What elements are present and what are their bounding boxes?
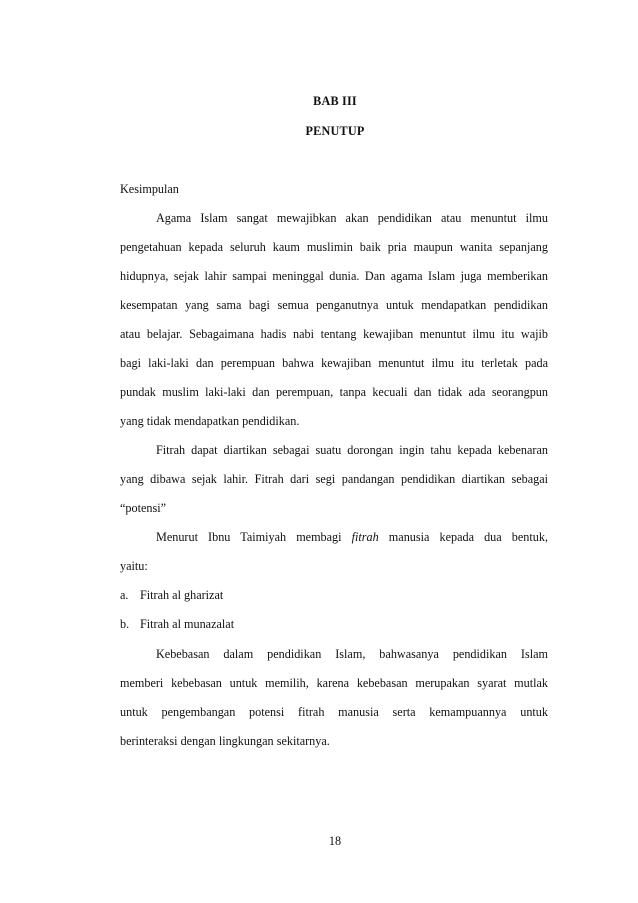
paragraph-line: Agama Islam sangat mewajibkan akan pendidikan atau menuntut ilmu xyxy=(156,211,548,225)
section-heading: Kesimpulan xyxy=(120,182,179,196)
paragraph-line: yaitu: xyxy=(120,559,148,573)
paragraph-line: “potensi” xyxy=(120,501,167,515)
paragraph-text: Menurut Ibnu Taimiyah membagi xyxy=(156,530,352,544)
chapter-number: BAB III xyxy=(313,94,357,108)
paragraph-line: bagi laki-laki dan perempuan bahwa kewajiban menuntut ilmu itu terletak pada xyxy=(120,356,548,370)
paragraph-line: Kebebasan dalam pendidikan Islam, bahwasanya pendidikan Islam xyxy=(156,647,548,661)
paragraph-line: pengetahuan kepada seluruh kaum muslimin baik pria maupun wanita sepanjang xyxy=(120,240,548,254)
paragraph-line: untuk pengembangan potensi fitrah manusia serta kemampuannya untuk xyxy=(120,705,548,719)
list-item-text: Fitrah al munazalat xyxy=(140,617,235,631)
paragraph-line: atau belajar. Sebagaimana hadis nabi tentang kewajiban menuntut ilmu itu wajib xyxy=(120,327,548,341)
list-marker: a. xyxy=(120,588,129,602)
paragraph-line: berinteraksi dengan lingkungan sekitarnya. xyxy=(120,734,330,748)
list-marker: b. xyxy=(120,617,130,631)
paragraph-line: pundak muslim laki-laki dan perempuan, tanpa kecuali dan tidak ada seorangpun xyxy=(120,385,548,399)
paragraph-line: Fitrah dapat diartikan sebagai suatu dorongan ingin tahu kepada kebenaran xyxy=(156,443,548,457)
page-number: 18 xyxy=(328,834,342,848)
italic-term: fitrah xyxy=(351,530,379,544)
paragraph-line: hidupnya, sejak lahir sampai meninggal dunia. Dan agama Islam juga memberikan xyxy=(120,269,548,283)
paragraph-line: yang dibawa sejak lahir. Fitrah dari segi pandangan pendidikan diartikan sebagai xyxy=(120,472,548,486)
chapter-title: PENUTUP xyxy=(305,124,365,138)
paragraph-line: yang tidak mendapatkan pendidikan. xyxy=(120,414,300,428)
paragraph-text: manusia kepada dua bentuk, xyxy=(378,530,548,544)
paragraph-line: kesempatan yang sama bagi semua penganutnya untuk mendapatkan pendidikan xyxy=(120,298,548,312)
paragraph-line: memberi kebebasan untuk memilih, karena kebebasan merupakan syarat mutlak xyxy=(120,676,548,690)
paragraph-line xyxy=(156,529,548,545)
list-item-text: Fitrah al gharizat xyxy=(140,588,224,602)
